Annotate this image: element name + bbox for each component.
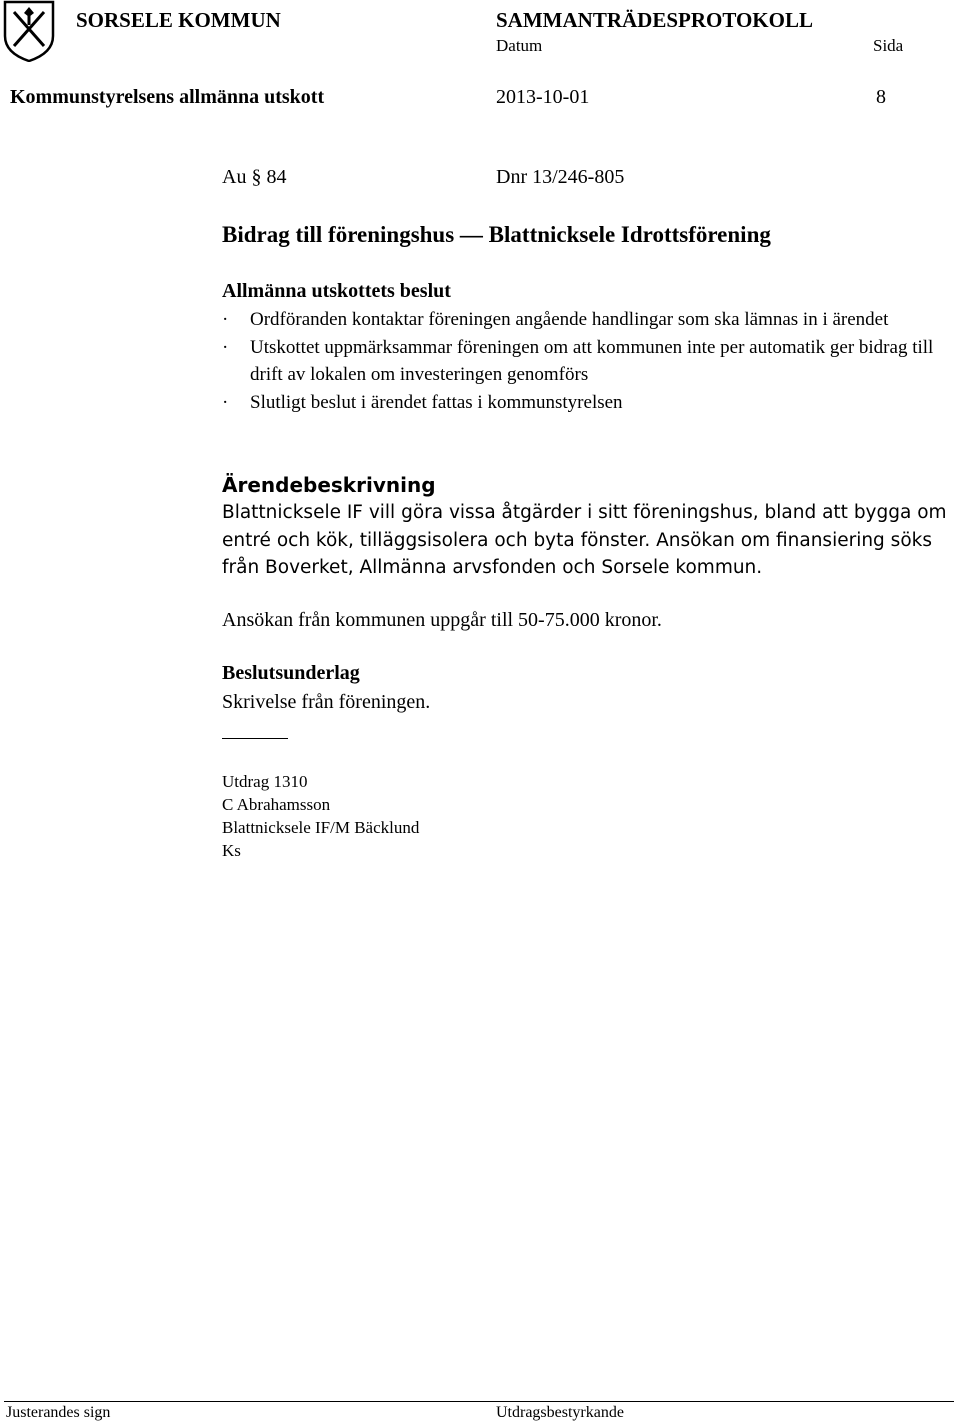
distribution-list xyxy=(222,770,419,862)
page-label: Sida xyxy=(873,36,904,55)
meeting-date: 2013-10-01 xyxy=(496,86,590,108)
bullet-mark: · xyxy=(222,391,229,413)
basis-heading: Beslutsunderlag xyxy=(222,662,360,684)
distribution-line: Ks xyxy=(222,841,241,860)
amount-text: Ansökan från kommunen uppgår till 50-75.000 kronor. xyxy=(222,609,662,631)
decision-item-text: Slutligt beslut i ärendet fattas i kommunstyrelsen xyxy=(250,391,623,413)
footer-certification-label: Utdragsbestyrkande xyxy=(496,1404,624,1421)
distribution-line: Blattnicksele IF/M Bäcklund xyxy=(222,818,420,837)
footer-signature-label: Justerandes sign xyxy=(6,1404,111,1421)
description-heading: Ärendebeskrivning xyxy=(222,473,436,497)
description-text: Blattnicksele IF vill göra vissa åtgärder i sitt föreningshus, bland att bygga om entré och kök, tilläggsisolera och byta fönster. Ansökan om finansiering söks från Boverket, Allmänna arvsfonden och Sorsele kommun. xyxy=(222,502,947,578)
decision-list xyxy=(222,306,952,416)
document-type: SAMMANTRÄDESPROTOKOLL xyxy=(496,8,813,32)
distribution-line: C Abrahamsson xyxy=(222,795,331,814)
decision-heading: Allmänna utskottets beslut xyxy=(222,280,451,302)
page-number: 8 xyxy=(876,86,886,108)
case-title: Bidrag till föreningshus — Blattnicksele Idrottsförening xyxy=(222,222,771,247)
decision-item-text: Ordföranden kontaktar föreningen angående handlingar som ska lämnas in i ärendet xyxy=(250,309,889,330)
bullet-mark: · xyxy=(222,309,229,330)
paragraph-number: Au § 84 xyxy=(222,166,287,188)
bullet-mark: · xyxy=(222,336,229,358)
committee-name: Kommunstyrelsens allmänna utskott xyxy=(10,86,325,108)
decision-item xyxy=(222,306,952,334)
case-dnr: Dnr 13/246-805 xyxy=(496,166,625,188)
decision-item-text: Utskottet uppmärksammar föreningen om att kommunen inte per automatik ger bidrag till drift av lokalen om investeringen genomförs xyxy=(250,336,934,385)
decision-item xyxy=(222,389,952,417)
municipality-crest-icon xyxy=(2,0,56,62)
date-label: Datum xyxy=(496,36,543,55)
basis-text: Skrivelse från föreningen. xyxy=(222,691,431,713)
decision-item xyxy=(222,334,952,389)
footer-rule xyxy=(4,1401,954,1402)
distribution-line: Utdrag 1310 xyxy=(222,772,308,791)
separator-line xyxy=(222,738,288,739)
org-name: SORSELE KOMMUN xyxy=(76,8,281,32)
